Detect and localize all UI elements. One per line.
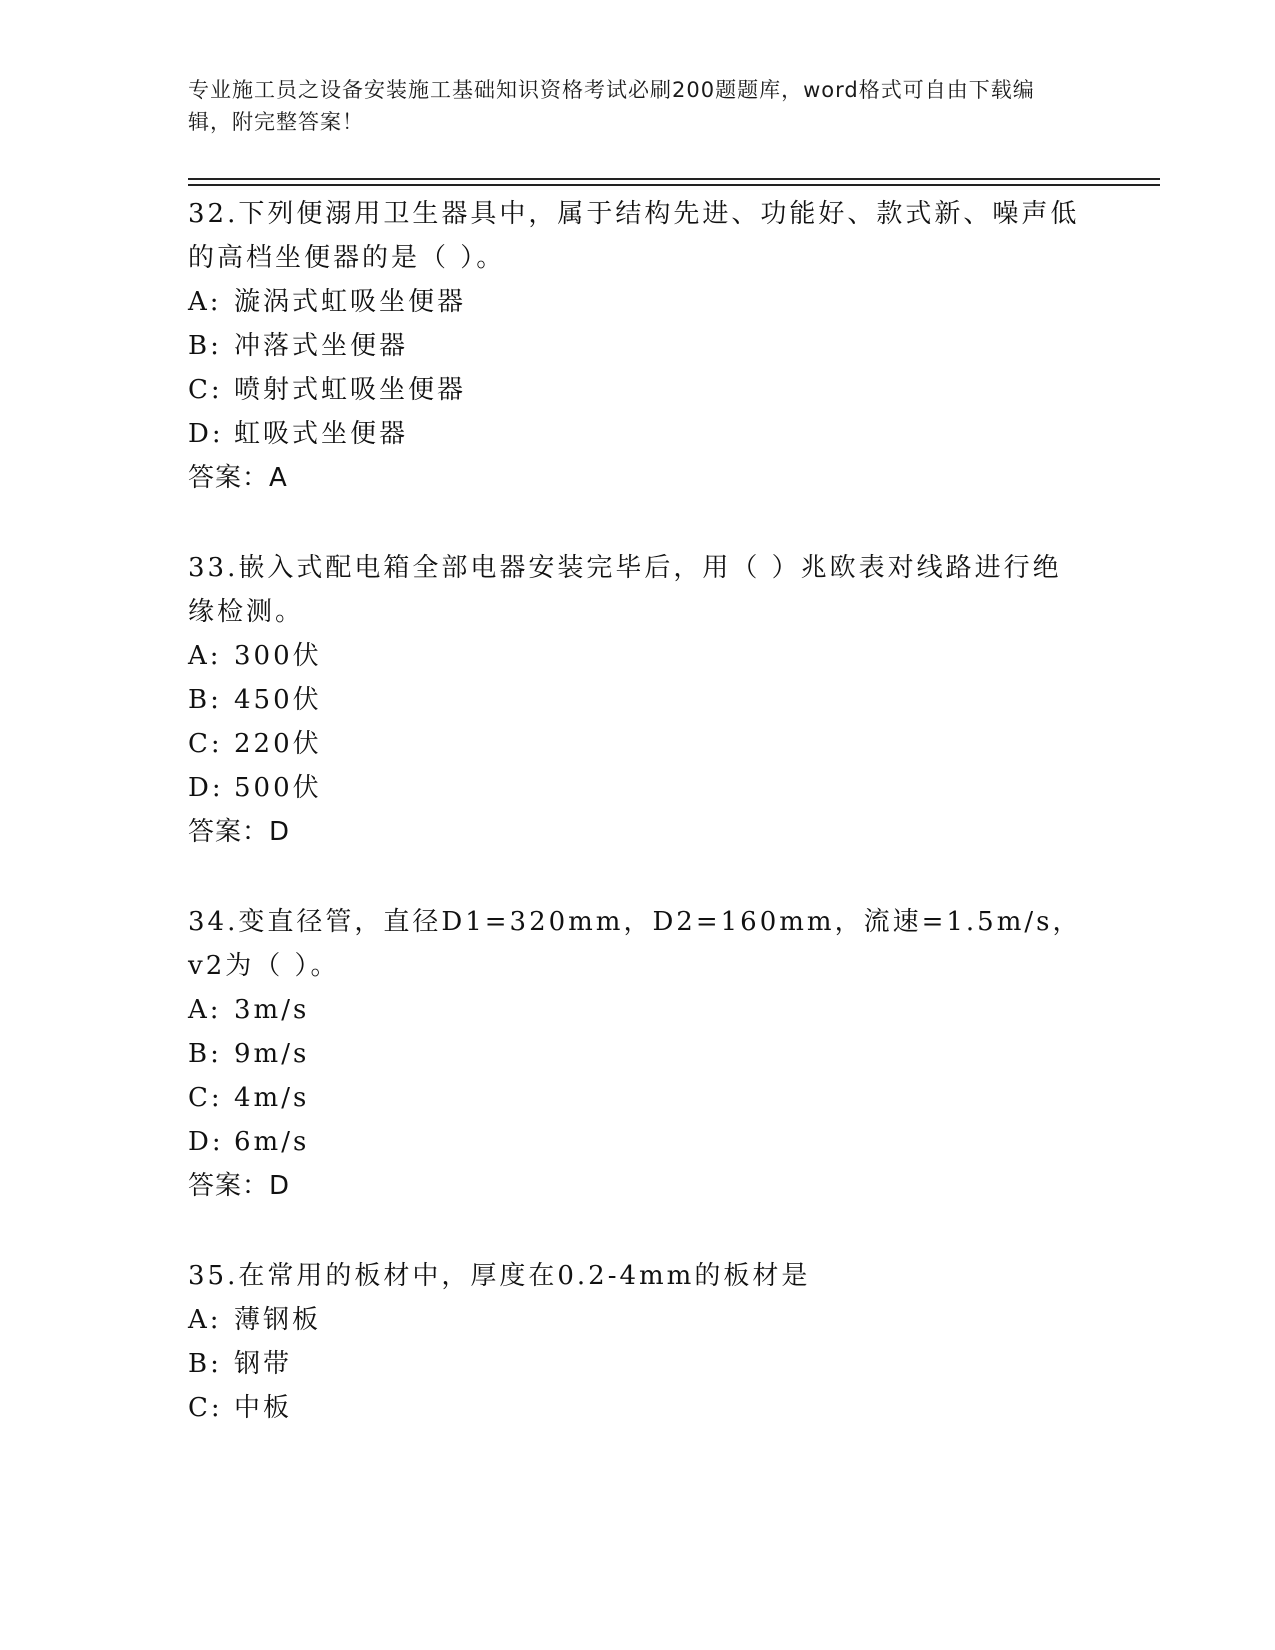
- option-letter: B:: [188, 1349, 222, 1379]
- option-letter: C:: [188, 729, 223, 759]
- option-b: [188, 1342, 1088, 1386]
- option-b: [188, 324, 1088, 368]
- option-letter: A:: [188, 995, 222, 1025]
- option-text: 冲落式坐便器: [234, 331, 409, 361]
- option-text: 6m/s: [234, 1127, 310, 1157]
- option-text: 220伏: [234, 729, 322, 759]
- option-c: [188, 1076, 1088, 1120]
- option-d: [188, 1120, 1088, 1164]
- option-letter: C:: [188, 375, 223, 405]
- document-header: 专业施工员之设备安装施工基础知识资格考试必刷200题题库，word格式可自由下载编辑，附完整答案！: [188, 78, 1035, 134]
- header-divider-top: [188, 178, 1160, 180]
- option-a: [188, 1298, 1088, 1342]
- option-text: 虹吸式坐便器: [234, 419, 409, 449]
- question-stem: 32.下列便溺用卫生器具中，属于结构先进、功能好、款式新、噪声低的高档坐便器的是（ ）。: [188, 199, 1080, 273]
- option-letter: A:: [188, 1305, 222, 1335]
- option-letter: D:: [188, 773, 224, 803]
- option-letter: B:: [188, 331, 222, 361]
- option-letter: B:: [188, 1039, 222, 1069]
- option-a: [188, 988, 1088, 1032]
- question-34: [188, 900, 1088, 1208]
- header-divider-bottom: [188, 184, 1160, 186]
- question-stem: 35.在常用的板材中，厚度在0.2-4mm的板材是: [188, 1261, 811, 1291]
- question-35: [188, 1254, 1088, 1430]
- option-text: 中板: [234, 1393, 293, 1423]
- option-letter: C:: [188, 1083, 223, 1113]
- option-text: 喷射式虹吸坐便器: [234, 375, 467, 405]
- answer-label: 答案：A: [188, 463, 288, 493]
- option-text: 钢带: [234, 1349, 293, 1379]
- option-b: [188, 678, 1088, 722]
- option-letter: B:: [188, 685, 222, 715]
- option-c: [188, 368, 1088, 412]
- option-text: 薄钢板: [234, 1305, 322, 1335]
- option-d: [188, 766, 1088, 810]
- question-32: [188, 192, 1088, 500]
- option-a: [188, 634, 1088, 678]
- question-stem: 33.嵌入式配电箱全部电器安装完毕后，用（ ）兆欧表对线路进行绝缘检测。: [188, 553, 1062, 627]
- option-letter: A:: [188, 641, 222, 671]
- question-stem: 34.变直径管，直径D1=320mm，D2=160mm，流速=1.5m/s，v2为（ ）。: [188, 907, 1082, 981]
- option-text: 漩涡式虹吸坐便器: [234, 287, 467, 317]
- option-text: 500伏: [234, 773, 322, 803]
- option-text: 3m/s: [234, 995, 310, 1025]
- answer-label: 答案：D: [188, 1171, 291, 1201]
- option-c: [188, 722, 1088, 766]
- option-text: 4m/s: [234, 1083, 310, 1113]
- option-b: [188, 1032, 1088, 1076]
- option-d: [188, 412, 1088, 456]
- answer-label: 答案：D: [188, 817, 291, 847]
- option-letter: D:: [188, 419, 224, 449]
- option-letter: D:: [188, 1127, 224, 1157]
- option-text: 9m/s: [234, 1039, 310, 1069]
- option-letter: C:: [188, 1393, 223, 1423]
- option-letter: A:: [188, 287, 222, 317]
- option-a: [188, 280, 1088, 324]
- question-list: [188, 192, 1088, 1476]
- option-text: 450伏: [234, 685, 322, 715]
- option-c: [188, 1386, 1088, 1430]
- question-33: [188, 546, 1088, 854]
- option-text: 300伏: [234, 641, 322, 671]
